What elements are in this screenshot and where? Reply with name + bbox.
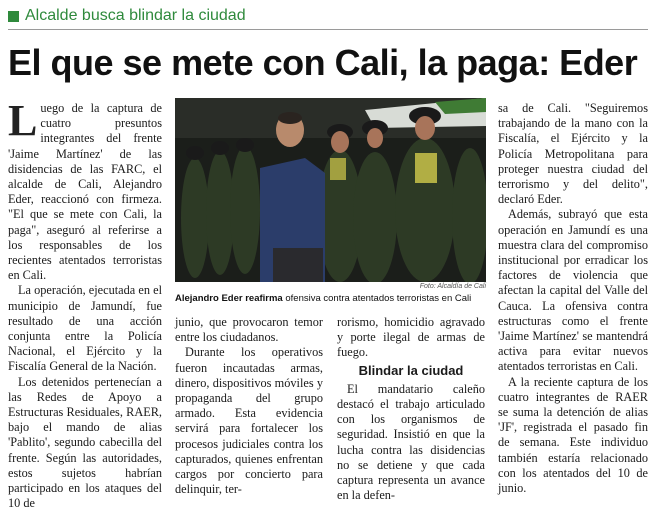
paragraph: rorismo, homicidio agravado y porte ilegal de armas de fuego. — [337, 315, 485, 360]
headline: El que se mete con Cali, la paga: Eder — [8, 42, 638, 83]
column-4 — [498, 101, 648, 496]
paragraph: Los detenidos pertenecían a las Redes de Apoyo a Estructuras Residuales, RAER, bajo el mando de alias 'Pablito', segundo cabecilla del frente. Según las autoridades, estos sujetos habrían participado en los ataques del 10 de — [8, 374, 162, 511]
paragraph: sa de Cali. "Seguiremos trabajando de la mano con la Fiscalía, el Ejército y la Policía Metropolitana para proteger nuestra ciudad del terrorismo y del delito", declaró Eder. — [498, 101, 648, 207]
paragraph: El mandatario caleño destacó el trabajo articulado con los organismos de seguridad. Insistió en que la lucha contra las disidencias no se detiene y que cada captura representa un avance en la defen- — [337, 381, 485, 503]
divider — [8, 29, 648, 30]
subheading: Blindar la ciudad — [358, 362, 464, 378]
paragraph: Además, subrayó que esta operación en Jamundí es una muestra clara del compromiso institucional por erradicar los factores de violencia que afectan la capital del Valle del Cauca. La ofensiva contra estructuras como el frente 'Jaime Martínez' se mantendrá activa para evitar nuevos atentados terroristas en Cali. — [498, 207, 648, 374]
caption-bold: Alejandro Eder reafirma — [175, 293, 283, 304]
paragraph: Durante los operativos fueron incautadas armas, dinero, dispositivos móviles y propaganda del grupo armado. Esta evidencia servirá para fortalecer los procesos judiciales contra los capturados, quienes enfrentan cargos por concierto para delinquir, ter- — [175, 345, 323, 497]
photo-caption — [175, 293, 486, 305]
column-1 — [8, 96, 162, 511]
photo-credit: Foto: Alcaldía de Cali — [419, 283, 486, 290]
section-label: Alcalde busca blindar la ciudad — [25, 7, 246, 24]
paragraph-text: uego de la captura de cuatro presuntos integrantes del frente 'Jaime Martínez' de las disidencias de las FARC, el alcalde de Cali, Alejandro Eder, reaccionó con firmeza. "El que se mete con Cali, la paga", aseguró al referirse a los responsables de los recientes atentados terroristas en Cali. — [8, 101, 162, 283]
news-photo — [175, 98, 486, 282]
section-square-icon — [8, 11, 19, 22]
paragraph: A la reciente captura de los cuatro integrantes de RAER se suma la detención de alias 'JF', registrada el pasado fin de semana. Este individuo también estaría relacionado con los atentados del 10 de junio. — [498, 374, 648, 496]
paragraph — [8, 96, 162, 283]
caption-text: ofensiva contra atentados terroristas en Cali — [282, 293, 472, 304]
soldiers-photo-illustration — [175, 98, 486, 282]
section-header — [8, 6, 246, 26]
paragraph: La operación, ejecutada en el municipio de Jamundí, fue resultado de una acción conjunta entre la Policía Nacional, el Ejército y la Fiscalía General de la Nación. — [8, 283, 162, 374]
drop-cap: L — [8, 96, 38, 145]
paragraph: junio, que provocaron temor entre los ciudadanos. — [175, 315, 323, 345]
column-2 — [175, 315, 323, 497]
column-3 — [337, 315, 485, 503]
